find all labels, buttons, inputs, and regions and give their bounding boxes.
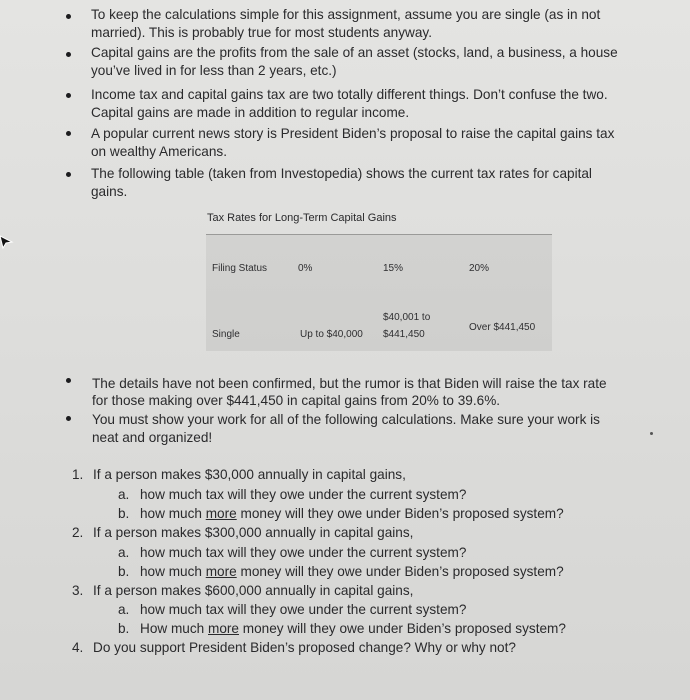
header-rate-0: 0% xyxy=(298,263,313,274)
bullet-text: on wealthy Americans. xyxy=(91,144,228,159)
bullet-text: married). This is probably true for most students anyway. xyxy=(91,25,432,40)
question-number: 3. xyxy=(72,583,84,598)
subquestion-text: how much more money will they owe under Biden’s proposed system? xyxy=(140,506,564,521)
emphasis-more: more xyxy=(208,621,239,636)
emphasis-more: more xyxy=(205,506,237,521)
bullet-text: Income tax and capital gains tax are two totally different things. Don’t confuse the two. xyxy=(91,87,608,102)
bullet-dot xyxy=(66,52,71,57)
subquestion-text: how much more money will they owe under Biden’s proposed system? xyxy=(140,564,564,579)
bullet-dot xyxy=(66,378,71,383)
bullet-dot xyxy=(66,131,71,136)
emphasis-more: more xyxy=(205,564,237,579)
header-rate-20: 20% xyxy=(469,263,490,274)
subquestion-label: b. xyxy=(118,564,130,579)
question-text: If a person makes $600,000 annually in capital gains, xyxy=(93,583,414,598)
bullet-text: neat and organized! xyxy=(92,430,213,445)
cell-rate-20: Over $441,450 xyxy=(469,322,536,333)
bullet-text: Capital gains are made in addition to regular income. xyxy=(91,105,410,120)
cell-status-single: Single xyxy=(212,329,240,340)
subquestion-text: how much tax will they owe under the current system? xyxy=(140,487,467,502)
bullet-dot xyxy=(66,416,71,421)
table-title: Tax Rates for Long-Term Capital Gains xyxy=(207,212,397,224)
question-text: If a person makes $30,000 annually in capital gains, xyxy=(93,467,406,482)
table-body xyxy=(206,235,552,351)
cell-rate-0: Up to $40,000 xyxy=(300,329,363,340)
question-number: 2. xyxy=(72,525,84,540)
bullet-text: for those making over $441,450 in capital gains from 20% to 39.6%. xyxy=(92,393,501,408)
subquestion-label: a. xyxy=(118,602,130,617)
bullet-text: You must show your work for all of the following calculations. Make sure your work is xyxy=(92,412,600,427)
subquestion-text: how much tax will they owe under the current system? xyxy=(140,602,467,617)
bullet-dot xyxy=(66,14,71,19)
cell-rate-15-line1: $40,001 to xyxy=(383,312,431,323)
stray-mark xyxy=(650,432,653,435)
bullet-text: The details have not been confirmed, but the rumor is that Biden will raise the tax rate xyxy=(92,376,607,391)
bullet-text: To keep the calculations simple for this assignment, assume you are single (as in not xyxy=(91,7,601,22)
subquestion-label: b. xyxy=(118,506,130,521)
question-number: 1. xyxy=(72,467,84,482)
subquestion-label: a. xyxy=(118,487,130,502)
subquestion-text: How much more money will they owe under Biden’s proposed system? xyxy=(140,621,566,636)
subquestion-text: how much tax will they owe under the current system? xyxy=(140,545,467,560)
subquestion-label: b. xyxy=(118,621,130,636)
mouse-cursor-icon xyxy=(0,234,16,250)
question-text: If a person makes $300,000 annually in capital gains, xyxy=(93,525,414,540)
bullet-text: A popular current news story is President Biden’s proposal to raise the capital gains tax xyxy=(91,126,615,141)
question-number: 4. xyxy=(72,640,84,655)
subquestion-label: a. xyxy=(118,545,130,560)
bullet-dot xyxy=(66,172,71,177)
bullet-dot xyxy=(66,93,71,98)
header-filing-status: Filing Status xyxy=(212,263,268,274)
cell-rate-15-line2: $441,450 xyxy=(383,329,425,340)
question-text: Do you support President Biden’s proposed change? Why or why not? xyxy=(93,640,516,655)
bullet-text: Capital gains are the profits from the sale of an asset (stocks, land, a business, a house xyxy=(91,45,618,60)
bullet-text: you’ve lived in for less than 2 years, etc.) xyxy=(91,63,337,78)
bullet-text: The following table (taken from Investopedia) shows the current tax rates for capital xyxy=(91,166,592,181)
header-rate-15: 15% xyxy=(383,263,404,274)
bullet-text: gains. xyxy=(91,184,128,199)
